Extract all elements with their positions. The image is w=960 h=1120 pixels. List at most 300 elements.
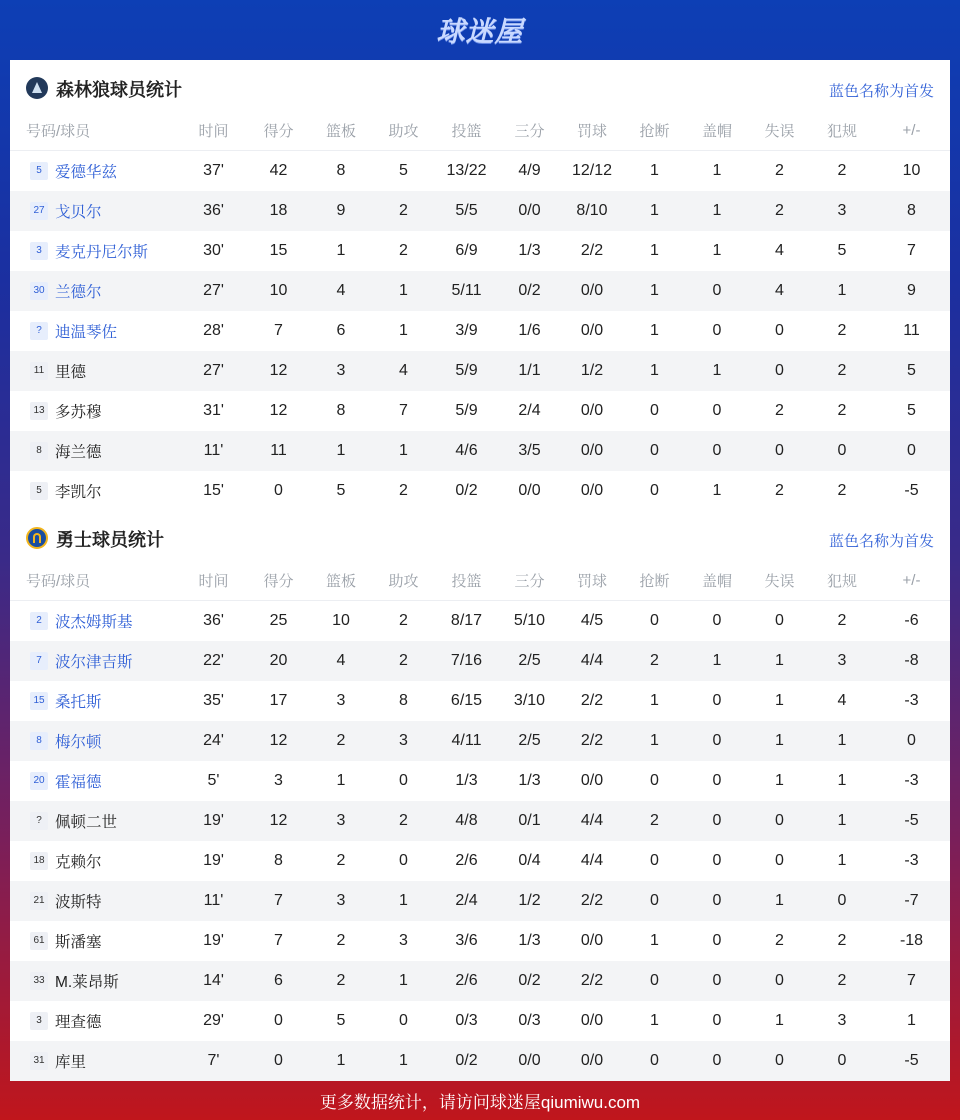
stat-cell: 1 xyxy=(686,351,748,391)
jersey-number-badge: 3 xyxy=(30,1012,48,1030)
stat-cell: 1 xyxy=(775,772,784,789)
player-row xyxy=(10,801,950,841)
stat-cell: 1 xyxy=(811,721,873,761)
column-header: 犯规 xyxy=(811,110,873,151)
jersey-number-badge: 8 xyxy=(30,442,48,460)
stat-cell: -7 xyxy=(873,881,950,921)
stat-cell: 19' xyxy=(203,852,224,869)
stat-cell: 5 xyxy=(873,351,950,391)
column-header: 投篮 xyxy=(435,560,498,601)
column-header: 号码/球员 xyxy=(10,560,180,601)
stat-cell: 1 xyxy=(775,692,784,709)
stat-cell: 0/3 xyxy=(455,1012,478,1029)
stat-cell: 1 xyxy=(623,191,686,231)
column-header: 得分 xyxy=(247,560,310,601)
player-cell xyxy=(10,431,180,471)
stat-cell: 36' xyxy=(203,612,224,629)
stat-cell: 2 xyxy=(336,852,346,869)
stat-cell: 5/9 xyxy=(455,402,478,419)
player-cell xyxy=(10,761,180,801)
player-cell xyxy=(10,921,180,961)
stat-cell: 11' xyxy=(180,431,247,471)
stat-cell: 0 xyxy=(873,721,950,761)
stat-cell: 1 xyxy=(623,351,686,391)
player-name[interactable]: 桑托斯 xyxy=(55,694,102,711)
stat-cell: 1 xyxy=(623,721,686,761)
stat-cell: 1 xyxy=(372,881,435,921)
stat-cell: 4/9 xyxy=(518,162,541,179)
stat-cell: 4 xyxy=(837,692,847,709)
stat-cell: 0 xyxy=(873,431,950,471)
stat-cell: 0 xyxy=(686,271,748,311)
stat-cell: 25 xyxy=(269,612,288,629)
player-name[interactable]: 多苏穆 xyxy=(55,404,102,421)
stat-cell: 1/6 xyxy=(518,322,541,339)
column-header: 三分 xyxy=(498,110,561,151)
stat-cell: 2 xyxy=(837,162,847,179)
stat-cell: 5/5 xyxy=(435,191,498,231)
player-cell xyxy=(10,601,180,642)
stat-cell: 4 xyxy=(310,641,372,681)
warriors-logo-icon xyxy=(26,527,48,549)
jersey-number-badge: 8 xyxy=(30,732,48,750)
stat-cell: 5 xyxy=(399,162,408,179)
stat-cell: 0 xyxy=(748,801,811,841)
stat-cell: 4/4 xyxy=(580,852,604,869)
stat-cell: 1 xyxy=(310,1041,372,1081)
stat-cell: 20 xyxy=(247,641,310,681)
stat-cell: 5' xyxy=(207,772,220,789)
table-header-row xyxy=(10,560,950,601)
stat-cell: 1 xyxy=(336,242,346,259)
stat-cell: 0 xyxy=(712,1012,722,1029)
column-header: 罚球 xyxy=(561,110,623,151)
stat-cell: 0 xyxy=(686,721,748,761)
player-name[interactable]: 兰德尔 xyxy=(55,284,102,301)
stats-panel xyxy=(10,60,950,1080)
section-title: 森林狼球员统计 xyxy=(56,80,182,100)
stat-cell: 0 xyxy=(650,772,659,789)
stat-cell: 3/5 xyxy=(498,431,561,471)
stat-cell: 2 xyxy=(372,191,435,231)
stat-cell: 4/4 xyxy=(561,801,623,841)
stat-cell: 1 xyxy=(712,482,722,499)
site-logo[interactable]: 球迷屋 xyxy=(436,16,524,47)
stat-cell: 0 xyxy=(775,852,784,869)
stat-cell: 0/2 xyxy=(498,271,561,311)
stat-cell: 7 xyxy=(907,242,916,259)
stat-cell: 10 xyxy=(247,271,310,311)
column-header: +/- xyxy=(873,560,950,601)
stat-cell: 2 xyxy=(399,482,408,499)
player-name[interactable]: M.莱昂斯 xyxy=(55,974,119,991)
stat-cell: 22' xyxy=(180,641,247,681)
stat-cell: -5 xyxy=(873,801,950,841)
stat-cell: 27' xyxy=(180,271,247,311)
player-row xyxy=(10,151,950,192)
player-name[interactable]: 波尔津吉斯 xyxy=(55,654,133,671)
stat-cell: 0/2 xyxy=(498,961,561,1001)
stat-cell: -5 xyxy=(904,482,919,499)
stat-cell: -3 xyxy=(904,772,919,789)
jersey-number-badge: 27 xyxy=(30,202,48,220)
player-row xyxy=(10,721,950,761)
player-name[interactable]: 库里 xyxy=(55,1054,87,1071)
team-section-header xyxy=(10,60,950,116)
stat-cell: 8/17 xyxy=(450,612,483,629)
stat-cell: 4/4 xyxy=(561,641,623,681)
stat-cell: 3/9 xyxy=(455,322,478,339)
stat-cell: 14' xyxy=(180,961,247,1001)
jersey-number-badge: 20 xyxy=(30,772,48,790)
jersey-number-badge: 5 xyxy=(30,162,48,180)
stat-cell: 0 xyxy=(623,1041,686,1081)
stat-cell: 2/5 xyxy=(498,721,561,761)
stat-cell: 27' xyxy=(180,351,247,391)
stat-cell: 1 xyxy=(650,242,659,259)
player-row xyxy=(10,471,950,511)
stat-cell: 2 xyxy=(372,801,435,841)
stat-cell: 2 xyxy=(623,641,686,681)
column-header: 三分 xyxy=(498,560,561,601)
stat-cell: 3/10 xyxy=(513,692,546,709)
stat-cell: 3 xyxy=(372,721,435,761)
stat-cell: 1 xyxy=(748,881,811,921)
stat-cell: 0 xyxy=(712,852,722,869)
stat-cell: 2 xyxy=(837,482,847,499)
stat-cell: 2 xyxy=(837,612,847,629)
stat-cell: -8 xyxy=(873,641,950,681)
stat-cell: 5 xyxy=(837,242,847,259)
stat-cell: 0 xyxy=(712,402,722,419)
stat-cell: 15 xyxy=(269,242,288,259)
player-name[interactable]: 戈贝尔 xyxy=(55,204,102,221)
player-cell xyxy=(10,151,180,192)
column-header: 抢断 xyxy=(623,560,686,601)
starter-legend: 蓝色名称为首发 xyxy=(828,533,934,550)
stat-cell: 0/0 xyxy=(580,402,604,419)
stat-cell: 1 xyxy=(837,852,847,869)
section-title: 勇士球员统计 xyxy=(56,530,164,550)
column-header: 助攻 xyxy=(372,110,435,151)
stat-cell: 0 xyxy=(686,1041,748,1081)
stat-cell: 2 xyxy=(811,961,873,1001)
player-name[interactable]: 波斯特 xyxy=(55,894,102,911)
stat-cell: 5 xyxy=(907,402,916,419)
player-row xyxy=(10,271,950,311)
stat-cell: 4/11 xyxy=(435,721,498,761)
stat-cell: 1 xyxy=(775,1012,784,1029)
stat-cell: 2 xyxy=(775,402,784,419)
jersey-number-badge: ? xyxy=(30,812,48,830)
stat-cell: 3 xyxy=(811,191,873,231)
player-cell xyxy=(10,681,180,721)
stat-cell: 2 xyxy=(399,612,408,629)
player-row xyxy=(10,351,950,391)
player-row xyxy=(10,601,950,642)
stat-cell: 35' xyxy=(203,692,224,709)
stat-cell: 1 xyxy=(907,1012,916,1029)
stat-cell: 7' xyxy=(180,1041,247,1081)
stat-cell: 1/1 xyxy=(498,351,561,391)
stat-cell: 5/10 xyxy=(513,612,546,629)
stat-cell: 1/3 xyxy=(518,772,541,789)
stat-cell: 0/2 xyxy=(435,1041,498,1081)
stat-cell: 7 xyxy=(399,402,408,419)
player-cell xyxy=(10,881,180,921)
stat-cell: 2 xyxy=(775,482,784,499)
stat-cell: 7 xyxy=(247,881,310,921)
stat-cell: -3 xyxy=(904,852,919,869)
stat-cell: 17 xyxy=(269,692,288,709)
stat-cell: 3 xyxy=(310,801,372,841)
stat-cell: 3 xyxy=(310,881,372,921)
stat-cell: 2/4 xyxy=(518,402,541,419)
stat-cell: 28' xyxy=(203,322,224,339)
stat-cell: 2 xyxy=(811,351,873,391)
stat-cell: 9 xyxy=(873,271,950,311)
stat-cell: 0 xyxy=(712,772,722,789)
stat-cell: 1 xyxy=(310,431,372,471)
player-name[interactable]: 克赖尔 xyxy=(55,854,102,871)
stat-cell: 1/2 xyxy=(561,351,623,391)
stat-cell: 1 xyxy=(372,1041,435,1081)
stat-cell: 1 xyxy=(748,721,811,761)
stat-cell: 2 xyxy=(310,721,372,761)
stat-cell: 4 xyxy=(775,242,784,259)
stat-cell: 2 xyxy=(748,191,811,231)
jersey-number-badge: 61 xyxy=(30,932,48,950)
stat-cell: 1 xyxy=(650,322,659,339)
stat-cell: 0 xyxy=(274,482,283,499)
stat-cell: -5 xyxy=(873,1041,950,1081)
stat-cell: 0/0 xyxy=(498,1041,561,1081)
jersey-number-badge: 15 xyxy=(30,692,48,710)
stat-cell: 8 xyxy=(336,162,346,179)
player-row xyxy=(10,961,950,1001)
player-cell xyxy=(10,841,180,881)
player-row xyxy=(10,1001,950,1041)
stat-cell: 0 xyxy=(399,772,408,789)
stat-cell: 0/0 xyxy=(561,431,623,471)
stat-cell: 0/4 xyxy=(518,852,541,869)
stat-cell: 24' xyxy=(180,721,247,761)
stat-cell: 1 xyxy=(748,641,811,681)
stat-cell: 2 xyxy=(837,402,847,419)
jersey-number-badge: 13 xyxy=(30,402,48,420)
stat-cell: 3 xyxy=(310,351,372,391)
stat-cell: 0 xyxy=(712,932,722,949)
stat-cell: 0 xyxy=(623,431,686,471)
stat-cell: 36' xyxy=(180,191,247,231)
stat-cell: 0/1 xyxy=(498,801,561,841)
stat-cell: -3 xyxy=(904,692,919,709)
stat-cell: 1 xyxy=(650,1012,659,1029)
stat-cell: 6/15 xyxy=(450,692,483,709)
player-name[interactable]: 里德 xyxy=(55,364,87,381)
stat-cell: 1 xyxy=(336,772,346,789)
jersey-number-badge: 11 xyxy=(30,362,48,380)
jersey-number-badge: 30 xyxy=(30,282,48,300)
jersey-number-badge: 2 xyxy=(30,612,48,630)
footer-banner xyxy=(0,1080,960,1120)
stat-cell: 7/16 xyxy=(435,641,498,681)
stat-cell: 0 xyxy=(712,612,722,629)
player-name[interactable]: 理查德 xyxy=(55,1014,102,1031)
stat-cell: 0/0 xyxy=(580,772,604,789)
stat-cell: 0 xyxy=(811,431,873,471)
player-cell xyxy=(10,471,180,511)
jersey-number-badge: 7 xyxy=(30,652,48,670)
stat-cell: 1 xyxy=(650,162,659,179)
stat-cell: 0 xyxy=(686,881,748,921)
stat-cell: 0/0 xyxy=(518,482,541,499)
footer-text[interactable]: 更多数据统计，请访问球迷屋qiumiwu.com xyxy=(319,1092,641,1112)
stat-cell: 1 xyxy=(372,431,435,471)
player-name[interactable]: 迪温琴佐 xyxy=(55,324,118,341)
stat-cell: 2 xyxy=(837,932,847,949)
stat-cell: 37' xyxy=(203,162,224,179)
player-row xyxy=(10,1041,950,1081)
player-name[interactable]: 爱德华兹 xyxy=(55,164,118,181)
player-row xyxy=(10,641,950,681)
stat-cell: 9 xyxy=(310,191,372,231)
stat-cell: 1 xyxy=(837,772,847,789)
player-cell xyxy=(10,641,180,681)
jersey-number-badge: 31 xyxy=(30,1052,48,1070)
stat-cell: 0 xyxy=(623,881,686,921)
stat-cell: 2 xyxy=(775,162,784,179)
player-cell xyxy=(10,801,180,841)
column-header: 篮板 xyxy=(310,110,372,151)
wolves-logo-icon xyxy=(26,77,48,99)
stat-cell: 0 xyxy=(623,961,686,1001)
stat-cell: 1 xyxy=(650,692,659,709)
stat-cell: 0/0 xyxy=(561,1041,623,1081)
player-row xyxy=(10,921,950,961)
stat-cell: 0 xyxy=(748,961,811,1001)
stat-cell: 1 xyxy=(686,191,748,231)
player-stats-table xyxy=(10,110,950,511)
jersey-number-badge: 5 xyxy=(30,482,48,500)
stat-cell: 0/2 xyxy=(455,482,478,499)
stat-cell: 2/2 xyxy=(580,692,604,709)
stat-cell: 6 xyxy=(247,961,310,1001)
stat-cell: 1/2 xyxy=(498,881,561,921)
stat-cell: 0/0 xyxy=(580,322,604,339)
stat-cell: 8 xyxy=(336,402,346,419)
stat-cell: 1 xyxy=(399,322,408,339)
stat-cell: 0 xyxy=(748,351,811,391)
player-cell xyxy=(10,961,180,1001)
jersey-number-badge: 3 xyxy=(30,242,48,260)
stat-cell: 0/3 xyxy=(518,1012,541,1029)
stat-cell: 12 xyxy=(269,402,288,419)
stat-cell: 0 xyxy=(399,1012,408,1029)
player-name[interactable]: 麦克丹尼尔斯 xyxy=(55,244,149,261)
player-name[interactable]: 海兰德 xyxy=(55,444,102,461)
column-header: 时间 xyxy=(180,560,247,601)
stat-cell: 1/3 xyxy=(518,932,541,949)
stat-cell: 2/2 xyxy=(580,242,604,259)
team-section-header xyxy=(10,510,950,566)
stat-cell: 0 xyxy=(650,612,659,629)
column-header: 犯规 xyxy=(811,560,873,601)
stat-cell: 2/4 xyxy=(435,881,498,921)
stat-cell: 29' xyxy=(203,1012,224,1029)
stat-cell: 0 xyxy=(686,431,748,471)
stat-cell: 31' xyxy=(203,402,224,419)
stat-cell: 2 xyxy=(310,961,372,1001)
player-name[interactable]: 梅尔顿 xyxy=(55,734,102,751)
stat-cell: 1 xyxy=(712,242,722,259)
stat-cell: 2 xyxy=(372,641,435,681)
stat-cell: 13/22 xyxy=(446,162,487,179)
column-header: 时间 xyxy=(180,110,247,151)
player-stats-table xyxy=(10,560,950,1081)
stat-cell: 4/5 xyxy=(580,612,604,629)
stat-cell: 11 xyxy=(903,322,920,339)
stat-cell: 0 xyxy=(650,402,659,419)
stat-cell: 1 xyxy=(650,932,659,949)
stat-cell: 1 xyxy=(811,271,873,311)
stat-cell: 1/3 xyxy=(455,772,478,789)
stat-cell: 5/9 xyxy=(435,351,498,391)
column-header: 失误 xyxy=(748,560,811,601)
stat-cell: 0 xyxy=(748,431,811,471)
player-name[interactable]: 李凯尔 xyxy=(55,484,102,501)
player-row xyxy=(10,681,950,721)
stat-cell: 0 xyxy=(811,1041,873,1081)
stat-cell: 30' xyxy=(203,242,224,259)
stat-cell: 0/0 xyxy=(580,1012,604,1029)
starter-legend: 蓝色名称为首发 xyxy=(828,83,934,100)
stat-cell: 4 xyxy=(748,271,811,311)
stat-cell: 0 xyxy=(748,1041,811,1081)
stat-cell: 42 xyxy=(269,162,288,179)
stat-cell: 0/0 xyxy=(561,271,623,311)
stat-cell: 7 xyxy=(873,961,950,1001)
stat-cell: 18 xyxy=(247,191,310,231)
jersey-number-badge: 21 xyxy=(30,892,48,910)
player-name[interactable]: 霍福德 xyxy=(55,774,102,791)
stat-cell: 4/6 xyxy=(435,431,498,471)
player-name[interactable]: 斯潘塞 xyxy=(55,934,102,951)
stat-cell: 6 xyxy=(336,322,346,339)
stat-cell: 5/11 xyxy=(435,271,498,311)
column-header: 篮板 xyxy=(310,560,372,601)
stat-cell: 0 xyxy=(650,482,659,499)
player-row xyxy=(10,841,950,881)
stat-cell: 0 xyxy=(811,881,873,921)
stat-cell: 0 xyxy=(686,801,748,841)
stat-cell: 2 xyxy=(775,932,784,949)
stat-cell: 12 xyxy=(247,721,310,761)
stat-cell: 1 xyxy=(686,641,748,681)
stat-cell: 0 xyxy=(274,1012,283,1029)
player-name[interactable]: 波杰姆斯基 xyxy=(55,614,133,631)
stat-cell: 6/9 xyxy=(455,242,478,259)
player-cell xyxy=(10,231,180,271)
stat-cell: 1 xyxy=(372,271,435,311)
player-row xyxy=(10,881,950,921)
top-header xyxy=(0,0,960,60)
stat-cell: 3 xyxy=(274,772,283,789)
player-name[interactable]: 佩顿二世 xyxy=(55,814,118,831)
jersey-number-badge: ? xyxy=(30,322,48,340)
player-cell xyxy=(10,391,180,431)
stat-cell: 7 xyxy=(274,322,283,339)
